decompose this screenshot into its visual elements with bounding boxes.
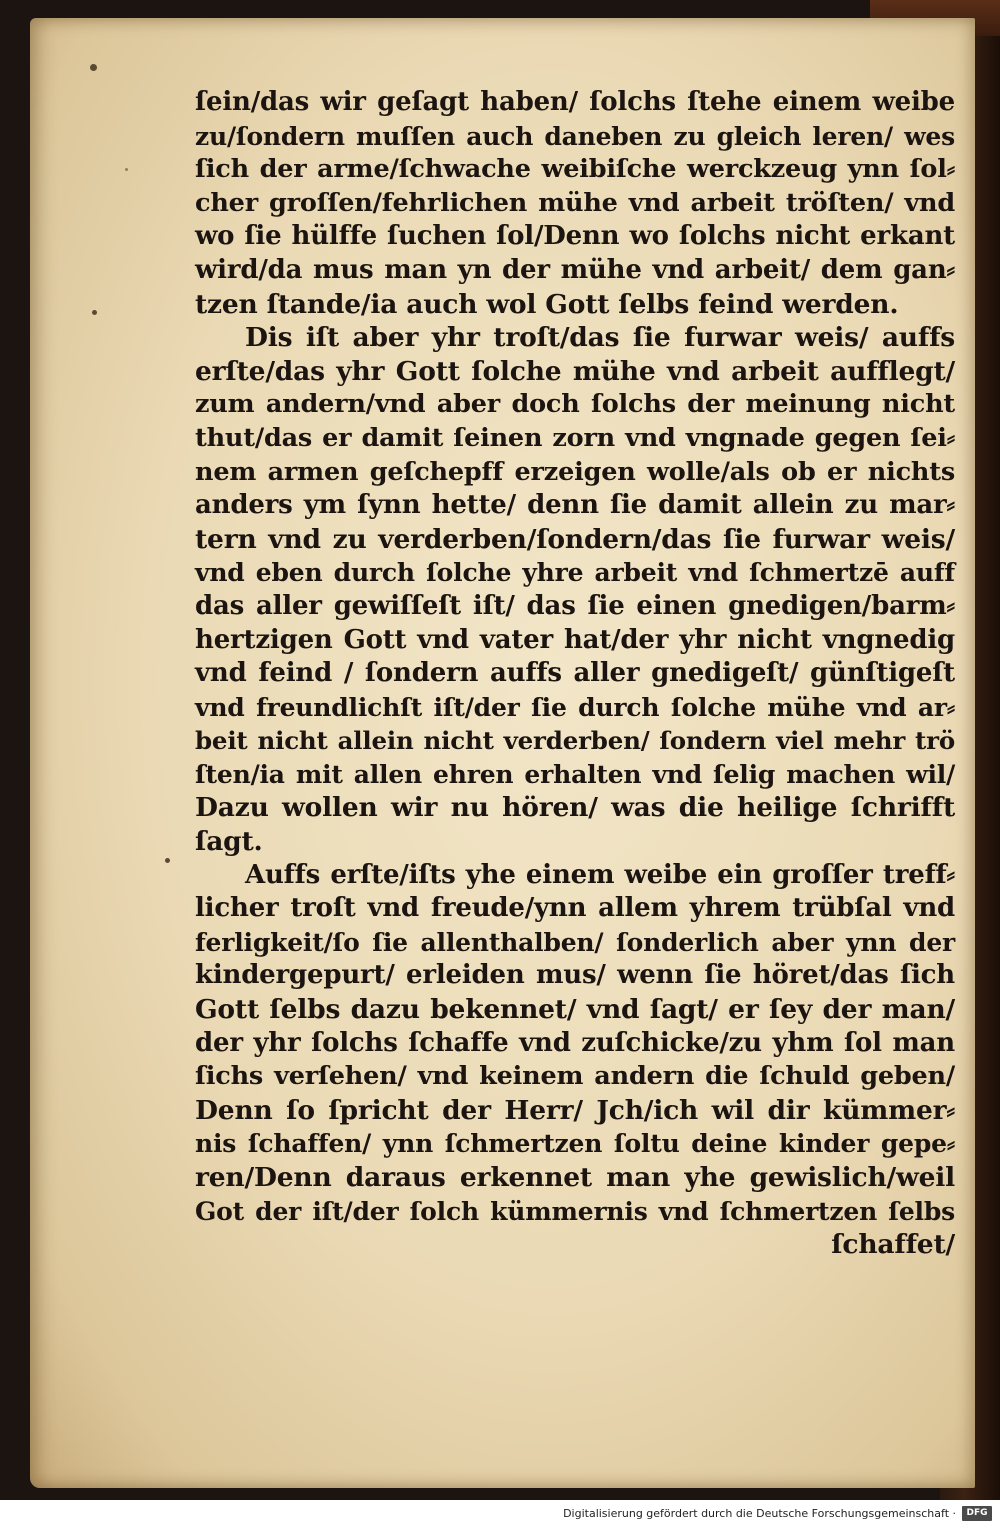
text-line: wird/da mus man yn der mühe vnd arbeit/ dem gan⸗ <box>195 254 955 285</box>
catchword: ſchaffet/ <box>831 1229 955 1261</box>
paragraph-first-line: Dis iſt aber yhr troſt/das ſie furwar weis/ auffs <box>245 322 955 354</box>
text-line: thut/das er damit ſeinen zorn vnd vngnade gegen ſei⸗ <box>195 422 955 453</box>
text-line: ſich der arme/ſchwache weibiſche werckzeug ynn ſol⸗ <box>195 154 955 185</box>
text-line: tzen ſtande/ia auch wol Gott ſelbs feind werden. <box>195 288 899 320</box>
text-line: ſagt. <box>195 826 263 858</box>
text-line: kindergepurt/ erleiden mus/ wenn ſie höret/das ſich <box>195 960 955 991</box>
text-line: der yhr ſolchs ſchaffe vnd zuſchicke/zu yhm ſol man <box>195 1027 955 1058</box>
page-stain <box>90 64 97 71</box>
funding-credit: Digitalisierung gefördert durch die Deutsche Forschungsgemeinschaft · <box>563 1507 956 1520</box>
paragraph-first-line: Auffs erſte/iſts yhe einem weibe ein groſſer treff⸗ <box>245 859 955 890</box>
text-line: nis ſchaffen/ ynn ſchmertzen ſoltu deine kinder gepe⸗ <box>195 1129 955 1159</box>
text-line: zu/ſondern muſſen auch daneben zu gleich leren/ wes <box>195 121 955 151</box>
dfg-logo: DFG <box>962 1506 992 1521</box>
text-line: ferligkeit/ſo ſie allenthalben/ ſonderlich aber ynn der <box>195 927 955 957</box>
text-line: cher groſſen/fehrlichen mühe vnd arbeit tröſten/ vnd <box>195 187 955 218</box>
text-line: Denn ſo ſpricht der Herr/ Jch/ich wil dir kümmer⸗ <box>195 1094 955 1126</box>
text-line: Dazu wollen wir nu hören/ was die heilige ſchrifft <box>195 792 955 824</box>
digitization-footer <box>0 1500 1000 1528</box>
text-line: wo ſie hülffe ſuchen ſol/Denn wo ſolchs nicht erkant <box>195 221 955 252</box>
text-line: Got der iſt/der ſolch kümmernis vnd ſchmertzen ſelbs <box>195 1196 955 1226</box>
page-stain <box>165 858 170 863</box>
text-line: nem armen geſchepff erzeigen wolle/als ob er nichts <box>195 456 955 487</box>
page-text-block <box>195 86 955 1262</box>
text-line: hertzigen Gott vnd vater hat/der yhr nicht vngnedig <box>195 624 955 655</box>
text-line: vnd eben durch ſolche yhre arbeit vnd ſchmertzē auff <box>195 558 955 588</box>
text-line: ſichs verſehen/ vnd keinem andern die ſchuld geben/ <box>195 1061 955 1092</box>
page-stain <box>125 168 128 171</box>
text-line: Gott ſelbs dazu bekennet/ vnd ſagt/ er ſey der man/ <box>195 994 955 1026</box>
text-line: ren/Denn daraus erkennet man yhe gewislich/weil <box>195 1162 955 1193</box>
text-line: vnd freundlichſt iſt/der ſie durch ſolche mühe vnd ar⸗ <box>195 692 955 722</box>
text-line: beit nicht allein nicht verderben/ ſondern viel mehr trö <box>195 726 955 756</box>
text-line: erſte/das yhr Gott ſolche mühe vnd arbeit aufflegt/ <box>195 355 955 387</box>
page-stain <box>92 310 97 315</box>
text-line: ſten/ia mit allen ehren erhalten vnd ſelig machen wil/ <box>195 759 955 789</box>
text-line: das aller gewiſſeſt iſt/ das ſie einen gnedigen/barm⸗ <box>195 590 955 621</box>
text-line: vnd feind / ſondern auffs aller gnedigeſt/ günſtigeſt <box>195 658 955 689</box>
text-line: anders ym ſynn hette/ denn ſie damit allein zu mar⸗ <box>195 490 955 521</box>
text-line: ſein/das wir geſagt haben/ ſolchs ſtehe einem weibe <box>195 87 955 117</box>
text-line: zum andern/vnd aber doch ſolchs der meinung nicht <box>195 389 955 420</box>
text-line: licher troſt vnd freude/ynn allem yhrem trübſal vnd <box>195 893 955 924</box>
text-line: tern vnd zu verderben/ſondern/das ſie furwar weis/ <box>195 523 955 555</box>
